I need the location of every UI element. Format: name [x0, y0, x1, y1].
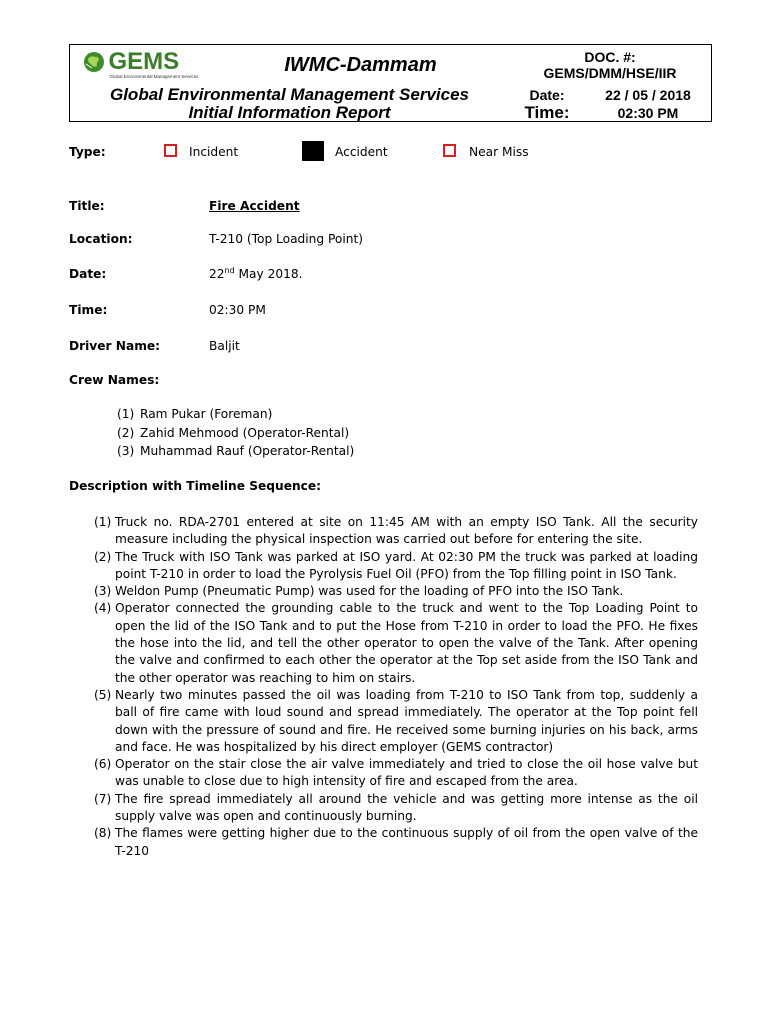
driver-value: Baljit: [209, 339, 240, 353]
header-date-value: 22 / 05 / 2018: [605, 86, 691, 103]
document-title: IWMC-Dammam: [284, 53, 437, 76]
date-value: [209, 267, 303, 281]
logo-subtitle: Global Environmental Management Services: [109, 74, 199, 79]
list-item: (8) The flames were getting higher due to the continuous supply of oil from the open valve of the T-210: [94, 826, 698, 858]
header-time-value: 02:30 PM: [617, 104, 679, 121]
accident-label: Accident: [335, 145, 388, 159]
incident-checkbox[interactable]: [164, 144, 177, 157]
type-label: Type:: [69, 145, 106, 159]
crew-list: [117, 405, 517, 461]
list-item: (3) Weldon Pump (Pneumatic Pump) was used for the loading of PFO into the ISO Tank.: [94, 584, 624, 599]
date-label: Date:: [69, 267, 107, 281]
list-item: (3) Muhammad Rauf (Operator-Rental): [117, 444, 355, 458]
globe-icon: [83, 51, 105, 73]
date-day: 22: [209, 267, 225, 281]
time-label: Time:: [69, 303, 108, 317]
description-heading: Description with Timeline Sequence:: [69, 479, 321, 493]
list-item: (4) Operator connected the grounding cable to the truck and went to the Top Loading Point to open the lid of the ISO Tank and to put the Hose from T-210 in order to load the PFO. He fixes the hose into the lid, and tell the other operator to open the valve of the Tank. After opening the valve and confirmed to each other the operator at the Top set aside from the ISO Tank and the other operator was reaching to him on stairs.: [94, 601, 698, 685]
list-item: (7) The fire spread immediately all around the vehicle and was getting more intense as the oil supply valve was open and continuously burning.: [94, 791, 698, 824]
timeline-list: [94, 514, 698, 860]
title-cell: [212, 45, 509, 85]
doc-label: DOC. #:: [584, 49, 636, 65]
title-value: Fire Accident: [209, 199, 300, 213]
date-ordinal: nd: [224, 265, 235, 275]
list-item: (1) Truck no. RDA-2701 entered at site on 11:45 AM with an empty ISO Tank. All the security measure including the physical inspection was carried out before for entering the site.: [94, 515, 698, 547]
incident-label: Incident: [189, 145, 239, 159]
crew-label: Crew Names:: [69, 373, 160, 387]
title-label: Title:: [69, 199, 105, 213]
list-item: (2) Zahid Mehmood (Operator-Rental): [117, 425, 350, 440]
list-item: (6) Operator on the stair close the air valve immediately and tried to close the oil hose valve but was unable to close due to high intensity of fire and escaped from the area.: [94, 757, 698, 789]
header-time-label: Time:: [524, 102, 570, 122]
gems-logo: [83, 48, 199, 79]
header-table: [69, 44, 712, 122]
doc-number-cell: [509, 45, 711, 85]
accident-checkbox[interactable]: [302, 141, 324, 161]
time-value: 02:30 PM: [209, 303, 266, 317]
company-name: Global Environmental Management Services: [109, 84, 469, 104]
list-item: (5) Nearly two minutes passed the oil was loading from T-210 to ISO Tank from top, suddenly a ball of fire came with loud sound and spread immediately. The operator at the Top point fell down with the pressure of sound and fire. He received some burning injuries on his back, arms and face. He was hospitalized by his direct employer (GEMS contractor): [94, 687, 698, 754]
logo-wordmark: GEMS: [108, 48, 180, 75]
list-item: (1) Ram Pukar (Foreman): [117, 407, 273, 421]
driver-label: Driver Name:: [69, 339, 161, 353]
header-date-label: Date:: [529, 86, 565, 103]
doc-value: GEMS/DMM/HSE/IIR: [543, 65, 677, 81]
location-value: T-210 (Top Loading Point): [209, 232, 364, 246]
date-rest: May 2018.: [234, 267, 303, 281]
list-item: (2) The Truck with ISO Tank was parked at ISO yard. At 02:30 PM the truck was parked at loading point T-210 in order to load the Pyrolysis Fuel Oil (PFO) from the Top filling point in ISO Tank.: [94, 549, 698, 581]
report-name: Initial Information Report: [188, 102, 391, 122]
location-label: Location:: [69, 232, 133, 246]
logo-cell: [70, 45, 212, 85]
near-miss-checkbox[interactable]: [443, 144, 456, 157]
near-miss-label: Near Miss: [469, 145, 529, 159]
